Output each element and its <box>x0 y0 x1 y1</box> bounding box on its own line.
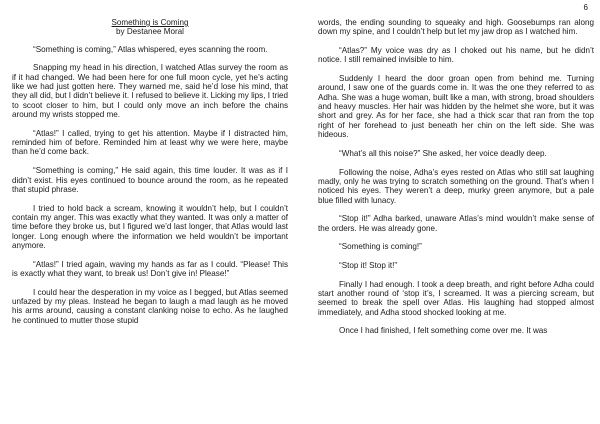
paragraph: Snapping my head in his direction, I watched Atlas survey the room as if it had changed. We had been here for one full moon cycle, yet he’s acting like we had just gotten here. They warned me, said he’d lose his mind, that they all did, but I didn’t believe it. I refused to believe it. Licking my lips, I tried to scoot closer to him, but I could only move an inch before the chains around my wrists stopped me. <box>12 63 288 120</box>
story-header <box>12 18 288 37</box>
story-title: Something is Coming <box>111 18 189 27</box>
right-column <box>318 18 594 345</box>
paragraph: “Stop it! Stop it!” <box>339 260 398 270</box>
paragraph: Finally I had enough. I took a deep breath, and right before Adha could start another round of ‘stop it’s, I screamed. It was a piercing scream, but seemed to break the spell over Atlas. His laughing had stopped almost immediately, and Adha stood shocked looking at me. <box>318 279 594 317</box>
left-column <box>12 18 288 334</box>
paragraph: “Stop it!” Adha barked, unaware Atlas’s mind wouldn’t make sense of the orders. He was already gone. <box>318 214 594 233</box>
paragraph: “Atlas!” I tried again, waving my hands as far as I could. “Please! This is exactly what they want, to break us! Don’t give in! Please!” <box>12 259 288 278</box>
paragraph: I tried to hold back a scream, knowing it wouldn’t help, but I couldn’t contain my anger. This was exactly what they wanted. It was only a matter of time before they broke us, but I figured we’d last longer, that Atlas would last longer. Long enough where the information we held wouldn’t be important anymore. <box>12 203 288 250</box>
paragraph: Suddenly I heard the door groan open from behind me. Turning around, I saw one of the guards come in. It was the one they referred to as Adha. She was a huge woman, built like a man, with strong, broad shoulders and heavy muscles. Her hair was hidden by the helmet she wore, but it was short and grey. As for her face, she had a thick scar that ran from the top right of her forehead to just beneath her chin on the left side. She was hideous. <box>318 74 594 140</box>
paragraph-continuation: words, the ending sounding to squeaky and high. Goosebumps ran along down my spine, and I couldn’t help but let my jaw drop as I watched him. <box>318 18 594 37</box>
paragraph: “Something is coming,” Atlas whispered, eyes scanning the room. <box>33 44 268 54</box>
story-author: by Destanee Moral <box>116 27 184 37</box>
paragraph: Following the noise, Adha’s eyes rested on Atlas who still sat laughing madly, only he was trying to scratch something on the ground. That’s when I noticed his eyes. They weren’t a deep, murky green anymore, but a pale blue filled with lunacy. <box>318 167 594 205</box>
paragraph: “Something is coming,” He said again, this time louder. It was as if I didn’t exist. His eyes continued to bounce around the room, as he repeated that stupid phrase. <box>12 166 288 194</box>
paragraph: “Something is coming!” <box>339 242 422 252</box>
paragraph: “What’s all this noise?” She asked, her voice deadly deep. <box>339 148 547 158</box>
page-number: 6 <box>583 3 588 12</box>
paragraph: “Atlas!” I called, trying to get his attention. Maybe if I distracted him, reminded him of before. Reminded him at least why we were here, maybe than he’d come back. <box>12 128 288 157</box>
paragraph: Once I had finished, I felt something come over me. It was <box>339 326 548 336</box>
paragraph: “Atlas?” My voice was dry as I choked out his name, but he didn’t notice. I still remained invisible to him. <box>318 46 594 65</box>
paragraph: I could hear the desperation in my voice as I begged, but Atlas seemed unfazed by my pleas. Instead he began to laugh a mad laugh as he moved his arms around, causing a constant clanking noise to echo. As he laughed he continued to mutter those stupid <box>12 287 288 325</box>
